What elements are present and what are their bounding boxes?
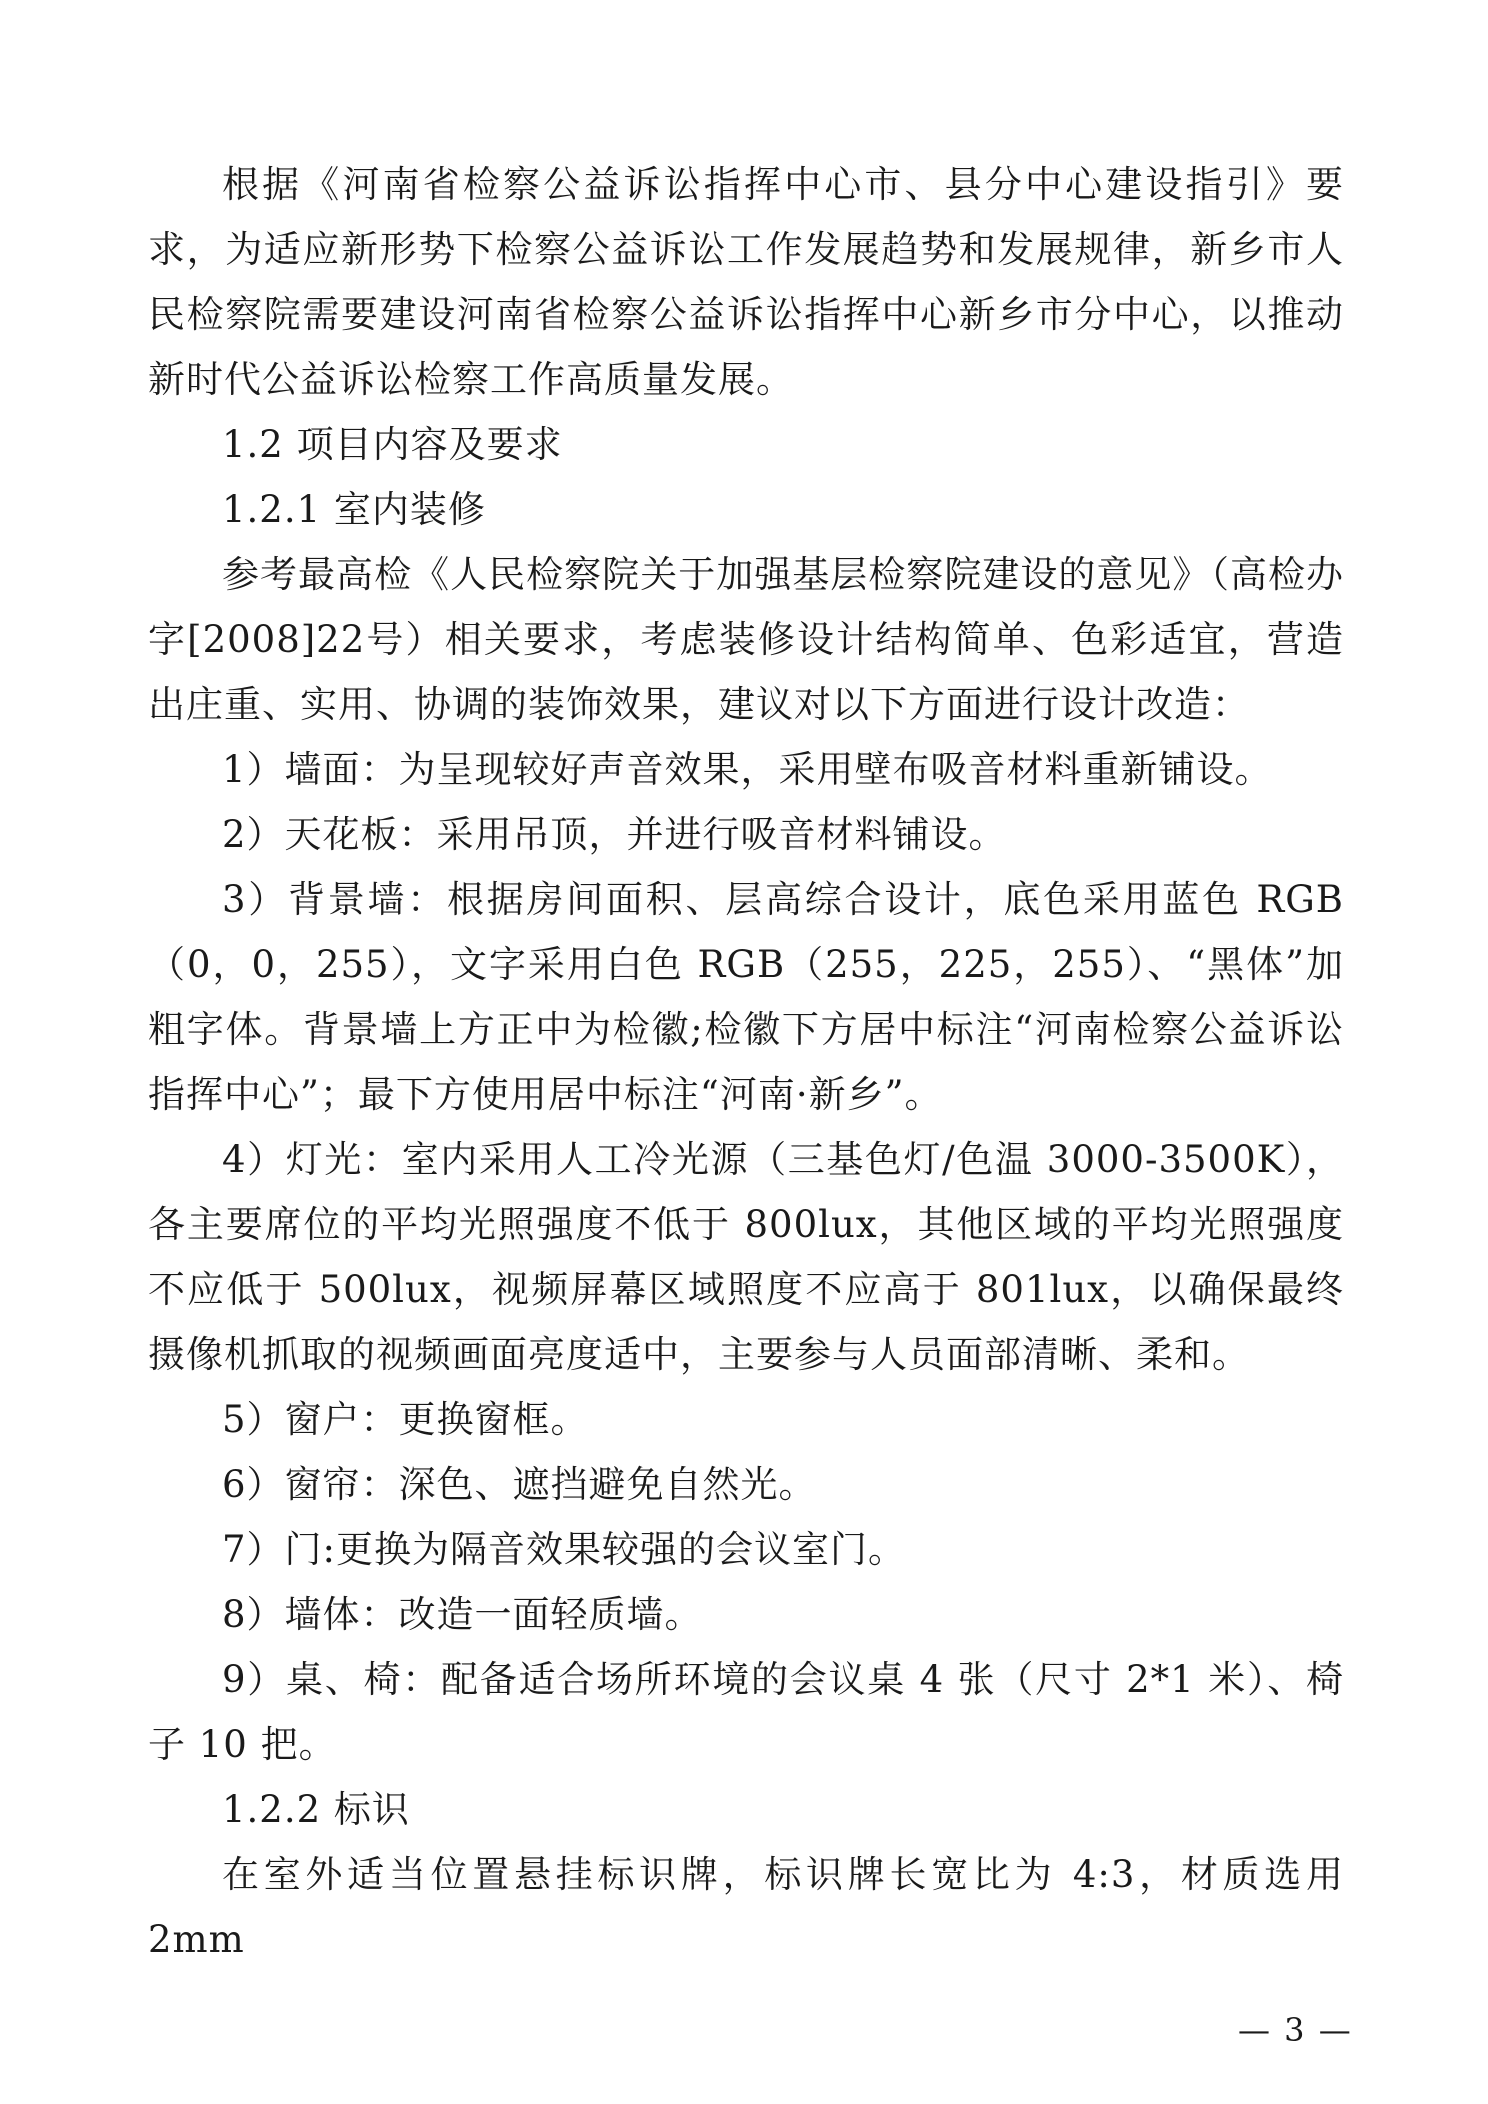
reference-paragraph: 参考最高检《人民检察院关于加强基层检察院建设的意见》（高检办字[2008]22号）相关要求，考虑装修设计结构简单、色彩适宜，营造出庄重、实用、协调的装饰效果，建议对以下方面进行设计改造： xyxy=(148,553,1344,726)
item-partition-wall: 8）墙体：改造一面轻质墙。 xyxy=(222,1593,703,1636)
signage-paragraph: 在室外适当位置悬挂标识牌，标识牌长宽比为 4:3，材质选用 2mm xyxy=(148,1853,1344,1961)
item-wall: 1）墙面：为呈现较好声音效果，采用壁布吸音材料重新铺设。 xyxy=(222,748,1273,791)
item-furniture: 9）桌、椅：配备适合场所环境的会议桌 4 张（尺寸 2*1 米）、椅子 10 把。 xyxy=(148,1658,1344,1766)
item-ceiling: 2）天花板：采用吊顶，并进行吸音材料铺设。 xyxy=(222,813,1007,856)
intro-paragraph: 根据《河南省检察公益诉讼指挥中心市、县分中心建设指引》要求，为适应新形势下检察公益诉讼工作发展趋势和发展规律，新乡市人民检察院需要建设河南省检察公益诉讼指挥中心新乡市分中心，以推动新时代公益诉讼检察工作高质量发展。 xyxy=(148,163,1344,401)
subsection-heading-1-2-1: 1.2.1 室内装修 xyxy=(222,488,486,531)
item-lighting: 4）灯光：室内采用人工冷光源（三基色灯/色温 3000-3500K），各主要席位的平均光照强度不低于 800lux，其他区域的平均光照强度不应低于 500lux，视频屏幕区域照度不应高于 801lux，以确保最终摄像机抓取的视频画面亮度适中，主要参与人员面部清晰、柔和。 xyxy=(148,1138,1344,1376)
item-background-wall: 3）背景墙：根据房间面积、层高综合设计，底色采用蓝色 RGB（0，0，255），文字采用白色 RGB（255，225，255）、“黑体”加粗字体。背景墙上方正中为检徽;检徽下方居中标注“河南检察公益诉讼指挥中心”；最下方使用居中标注“河南·新乡”。 xyxy=(148,878,1344,1116)
subsection-heading-1-2-2: 1.2.2 标识 xyxy=(222,1788,410,1831)
body-text xyxy=(148,152,1344,1972)
item-window: 5）窗户：更换窗框。 xyxy=(222,1398,589,1441)
section-heading-1-2: 1.2 项目内容及要求 xyxy=(222,423,563,466)
page-number: — 3 — xyxy=(1238,2011,1353,2049)
item-door: 7）门:更换为隔音效果较强的会议室门。 xyxy=(222,1528,907,1571)
item-curtain: 6）窗帘：深色、遮挡避免自然光。 xyxy=(222,1463,817,1506)
